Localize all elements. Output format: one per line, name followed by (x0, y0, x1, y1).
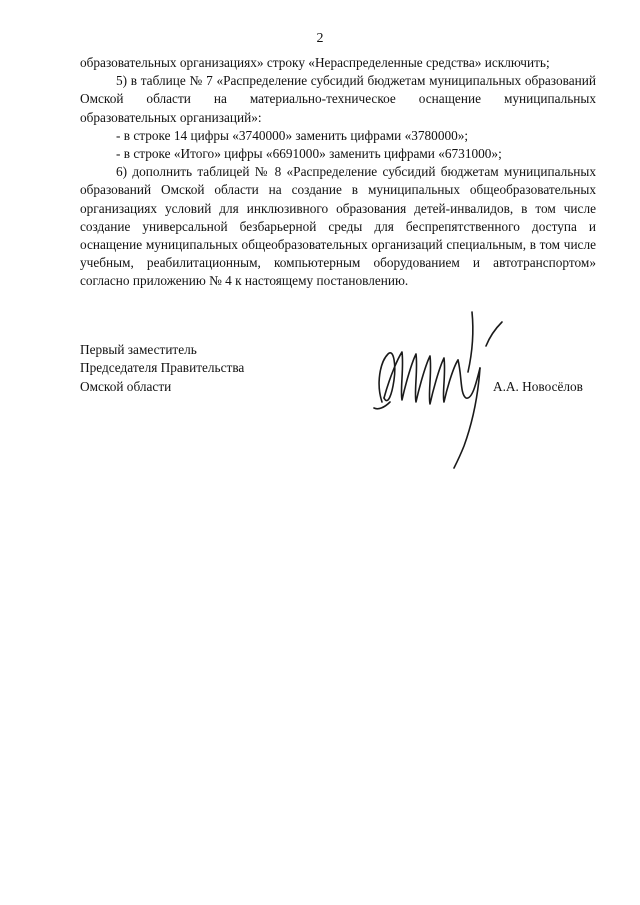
handwritten-signature (368, 306, 508, 472)
paragraph-continuation: образовательных организациях» строку «Нераспределенные средства» исключить; (80, 55, 550, 70)
signatory-title (80, 341, 244, 396)
document-body (80, 54, 596, 291)
paragraph-item-5-line-14: - в строке 14 цифры «3740000» заменить цифрами «3780000»; (116, 127, 469, 143)
paragraph-item-6: 6) дополнить таблицей № 8 «Распределение субсидий бюджетам муниципальных образований Омской области на создание в муниципальных общеобразовательных организациях условий для инклюзивного образования детей-инвалидов, в том числе создание универсальной безбарьерной среды для беспрепятственного доступа и оснащение муниципальных общеобразовательных организаций специальным, в том числе учебным, реабилитационным, компьютерным оборудованием и автотранспортом» согласно приложению № 4 к настоящему постановлению. (80, 164, 596, 289)
signatory-title-line: Первый заместитель (80, 342, 197, 357)
signatory-title-line: Председателя Правительства (80, 360, 245, 376)
signer-name: А.А. Новосёлов (493, 379, 583, 394)
paragraph-item-5-total: - в строке «Итого» цифры «6691000» заменить цифрами «6731000»; (116, 146, 502, 162)
signatory-title-line: Омской области (80, 378, 172, 394)
paragraph-item-5: 5) в таблице № 7 «Распределение субсидий бюджетам муниципальных образований Омской области на материально-техническое оснащение муниципальных образовательных организаций»: (80, 73, 596, 125)
page-number: 2 (316, 31, 324, 46)
